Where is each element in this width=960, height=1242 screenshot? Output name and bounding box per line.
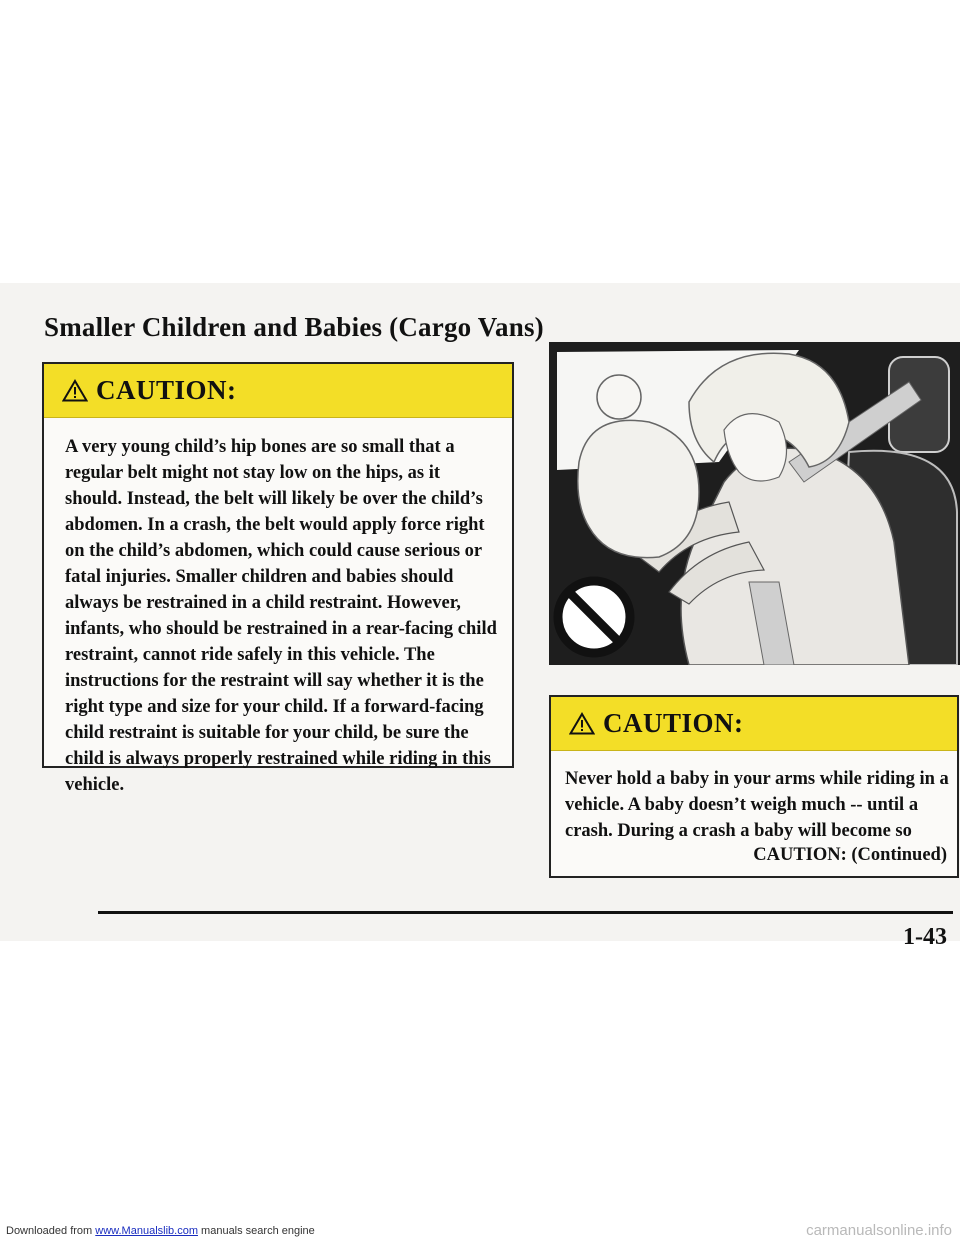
warning-triangle-icon — [569, 712, 595, 735]
warning-triangle-icon — [62, 379, 88, 402]
footer-prefix: Downloaded from — [6, 1225, 93, 1237]
caution-label: CAUTION: — [96, 375, 237, 405]
prohibition-icon — [558, 581, 630, 653]
caution-header — [551, 697, 957, 751]
caution-body: Never hold a baby in your arms while riding in a vehicle. A baby doesn’t weigh much -- until a crash. During a crash a baby will become so — [565, 769, 949, 841]
baby-head — [597, 375, 641, 419]
caution-label: CAUTION: — [603, 708, 744, 738]
section-title: Smaller Children and Babies (Cargo Vans) — [44, 312, 544, 342]
caution-body: A very young child’s hip bones are so small that a regular belt might not stay low on the hips, as it should. Instead, the belt will likely be over the child’s abdomen. In a crash, the belt would apply force right on the child’s abdomen, which could cause serious or fatal injuries. Smaller children and babies should always be restrained in a child restraint. However, infants, who should be restrained in a rear-facing child restraint, cannot ride safely in this vehicle. The instructions for the restraint will say whether it is the right type and size for your child. If a forward-facing child restraint is suitable for your child, be sure the child is always properly restrained while riding in this vehicle. — [65, 437, 497, 795]
illustration-drawing — [549, 342, 960, 665]
footer-suffix: manuals search engine — [201, 1225, 315, 1237]
illustration-person-holding-baby — [549, 342, 960, 665]
caution-continued: CAUTION: (Continued) — [753, 845, 947, 865]
page-number: 1-43 — [903, 924, 947, 950]
caution-header — [44, 364, 512, 418]
download-footer — [6, 1225, 315, 1237]
manualslib-link[interactable]: www.Manualslib.com — [95, 1225, 198, 1237]
watermark: carmanualsonline.info — [806, 1222, 952, 1239]
baby-blanket — [578, 420, 699, 557]
caution-box — [42, 362, 514, 795]
footer-rule — [98, 911, 953, 914]
caution-box — [549, 695, 959, 878]
